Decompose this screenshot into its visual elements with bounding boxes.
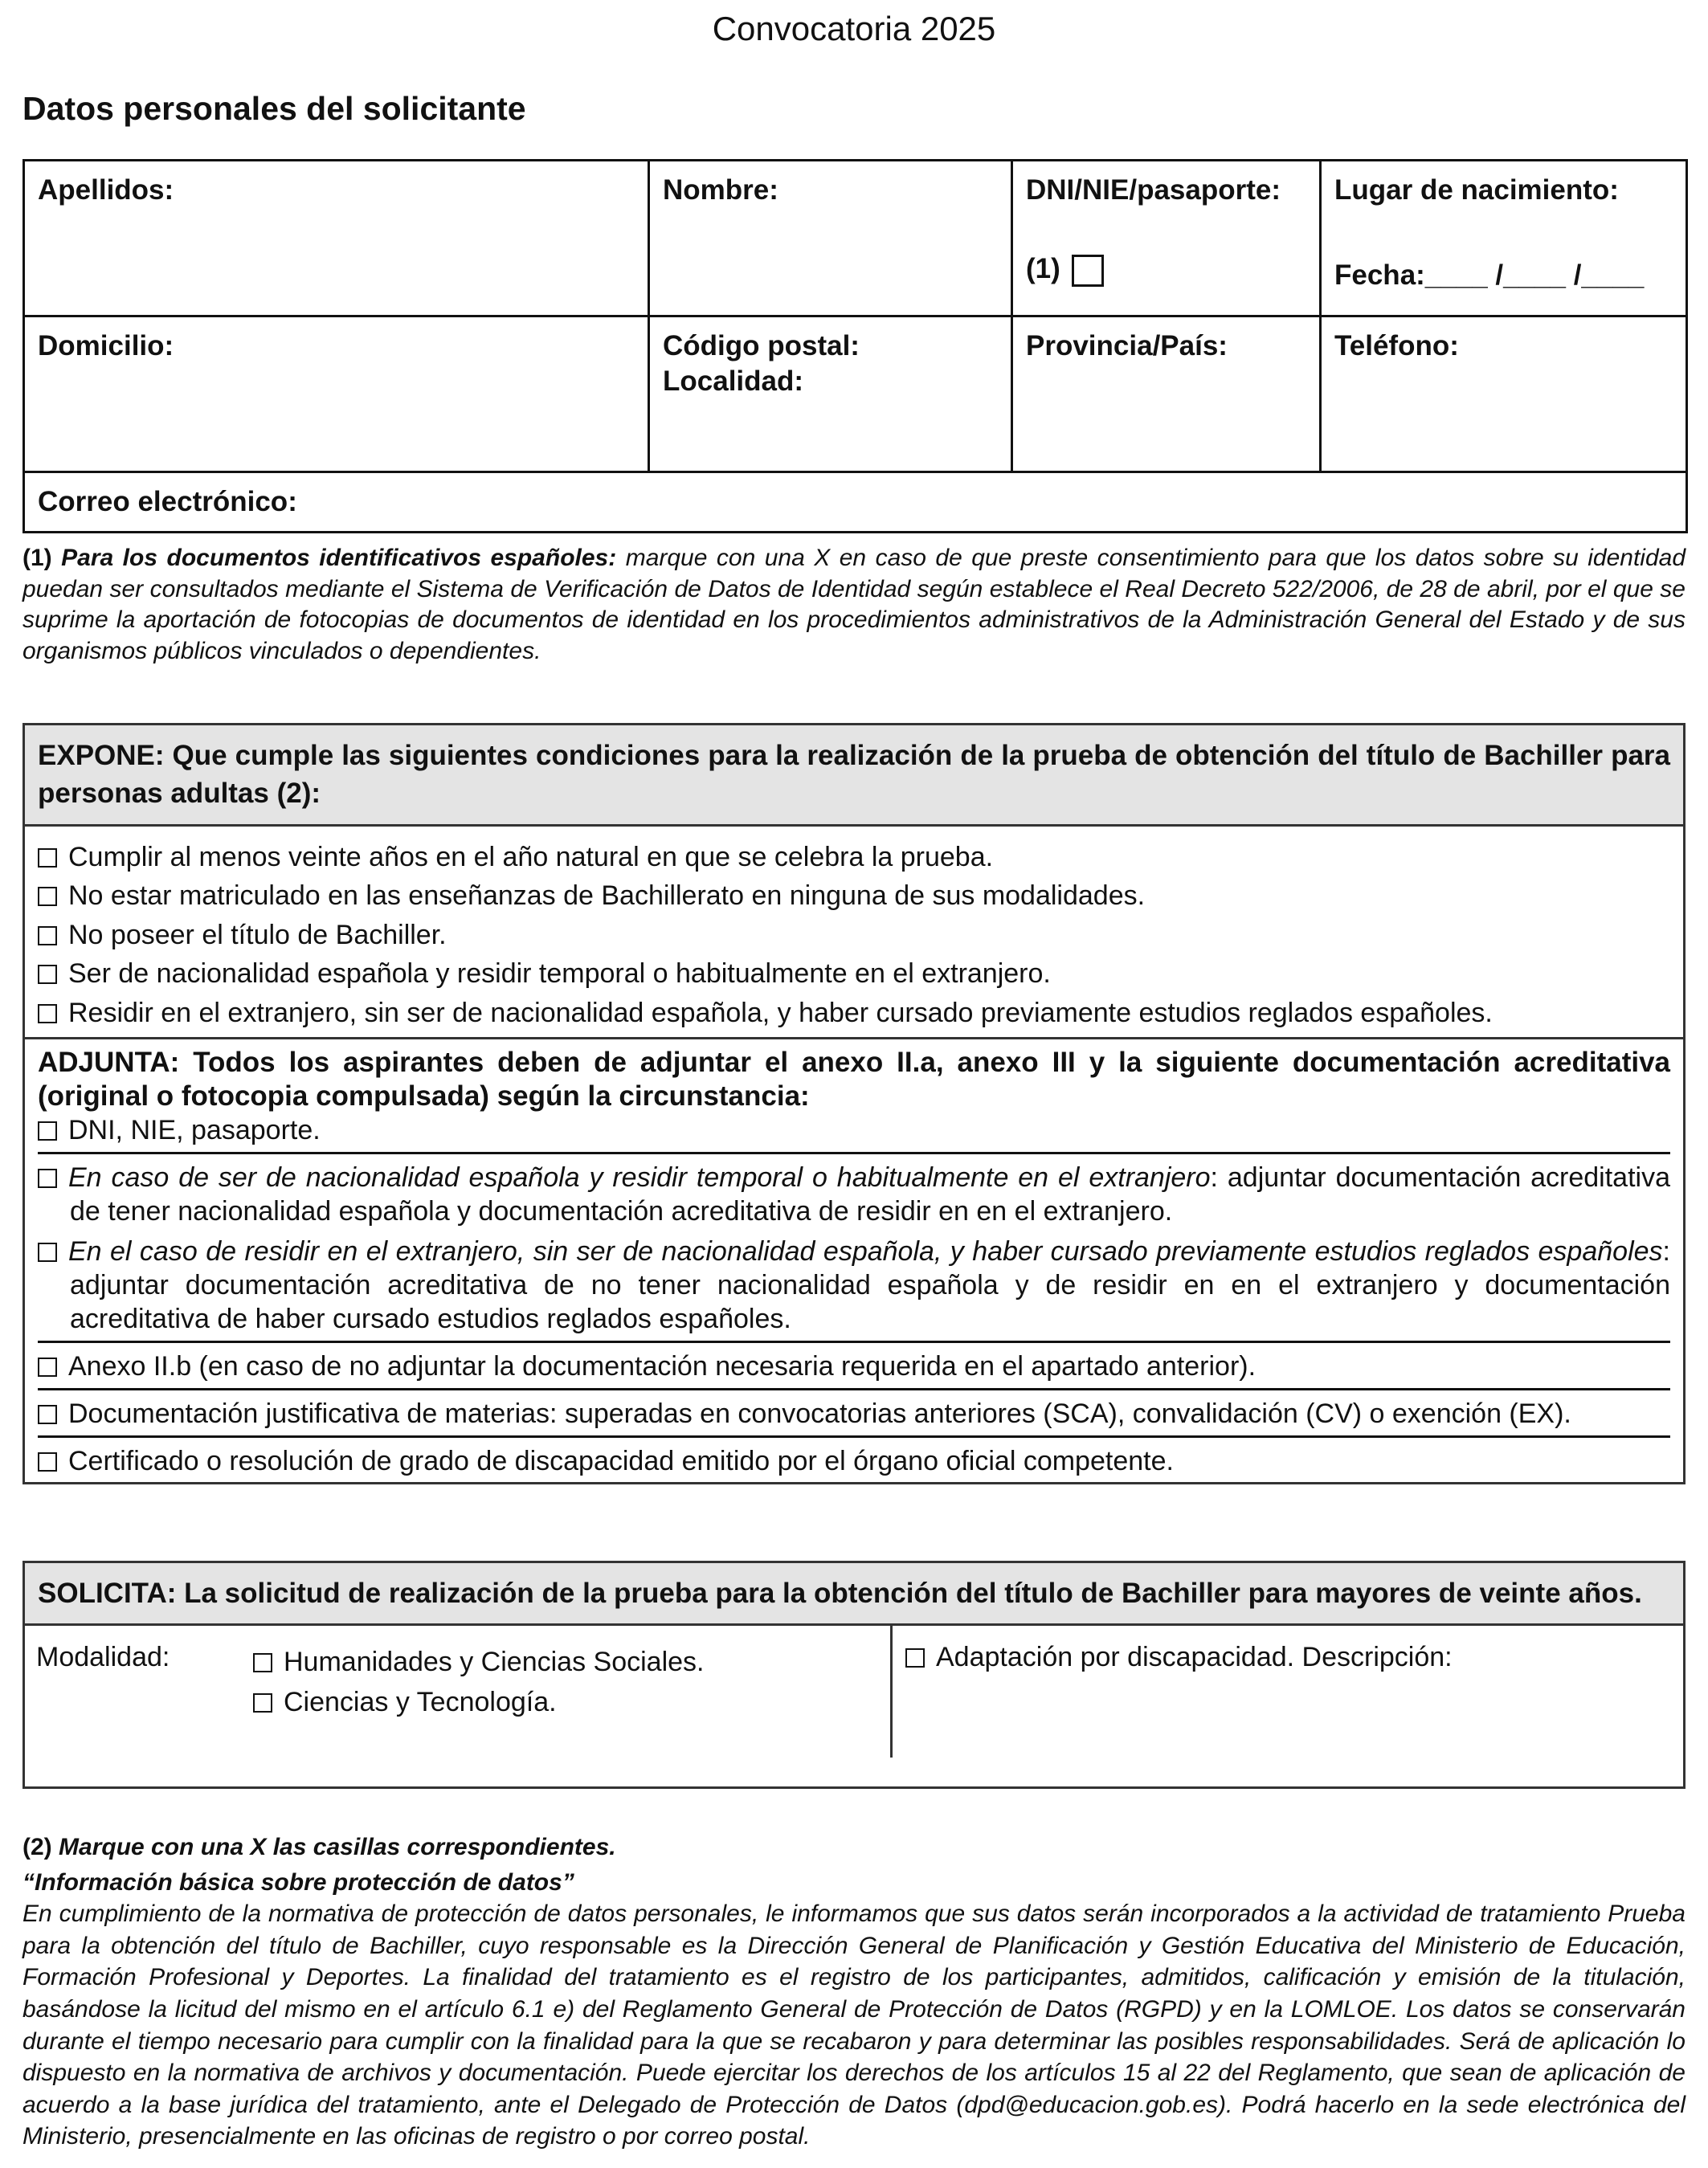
list-item bbox=[38, 954, 1670, 994]
correo-field[interactable] bbox=[24, 472, 1687, 533]
checkbox[interactable] bbox=[253, 1653, 272, 1672]
adjunta-anexo-label: Anexo II.b (en caso de no adjuntar la documentación necesaria requerida en el apartado anterior). bbox=[68, 1350, 1256, 1382]
expone-box bbox=[22, 723, 1686, 1484]
list-item-label: Ser de nacionalidad española y residir temporal o habitualmente en el extranjero. bbox=[68, 958, 1051, 989]
correo-label: Correo electrónico: bbox=[38, 486, 297, 517]
dni-label: DNI/NIE/pasaporte: bbox=[1026, 174, 1281, 206]
list-item bbox=[38, 838, 1670, 877]
cp-label: Código postal: bbox=[663, 330, 860, 361]
list-item bbox=[38, 916, 1670, 955]
divider bbox=[38, 1388, 1670, 1390]
list-item bbox=[38, 876, 1670, 916]
modalidad-cell bbox=[25, 1626, 893, 1758]
nombre-label: Nombre: bbox=[663, 174, 778, 206]
note-2-text: Marque con una X las casillas correspondientes. bbox=[59, 1834, 616, 1860]
modalidad-option-ciencias bbox=[253, 1682, 704, 1722]
checkbox[interactable] bbox=[38, 1243, 57, 1262]
list-item-label: Residir en el extranjero, sin ser de nacionalidad española, y haber cursado previamente estudios reglados españoles. bbox=[68, 997, 1493, 1028]
fecha-label: Fecha:____ /____ /____ bbox=[1334, 259, 1645, 291]
dni-consent-checkbox[interactable] bbox=[1072, 255, 1104, 287]
checkbox[interactable] bbox=[38, 926, 57, 945]
note-1-lead: Para los documentos identificativos españoles: bbox=[61, 545, 617, 571]
checkbox[interactable] bbox=[38, 1452, 57, 1472]
divider bbox=[38, 1435, 1670, 1438]
checkbox[interactable] bbox=[905, 1648, 925, 1668]
divider bbox=[38, 1341, 1670, 1343]
adjunta-materias bbox=[38, 1397, 1670, 1431]
adjunta-dni bbox=[38, 1113, 1670, 1147]
nombre-field[interactable] bbox=[649, 161, 1012, 316]
adjunta-certificado bbox=[38, 1444, 1670, 1478]
data-protection-body: En cumplimiento de la normativa de protección de datos personales, le informamos que sus datos serán incorporados a la actividad de tratamiento Prueba para la obtención del título de Bachiller, cuyo responsable es la Dirección General de Planificación y Gestión Educativa del Ministerio de Educación, Formación Profesional y Deportes. La finalidad del tratamiento es el registro de los participantes, admitidos, calificación y emisión de la titulación, basándose la licitud del mismo en el artículo 6.1 e) del Reglamento General de Protección de Datos (RGPD) y en la LOMLOE. Los datos se conservarán durante el tiempo necesario para cumplir con la finalidad para la que se recabaron y para determinar las posibles responsabilidades. Será de aplicación lo dispuesto en la normativa de archivos y documentación. Puede ejercitar los derechos de los artículos 15 al 22 del Reglamento, que sean de aplicación de acuerdo a la base jurídica del tratamiento, ante el Delegado de Protección de Datos (dpd@educacion.gob.es). Podrá hacerlo en la sede electrónica del Ministerio, presencialmente en las oficinas de registro o por correo postal. bbox=[22, 1901, 1686, 2150]
personal-data-table bbox=[22, 159, 1688, 533]
adjunta-anexo bbox=[38, 1349, 1670, 1383]
adjunta-dni-label: DNI, NIE, pasaporte. bbox=[68, 1114, 321, 1145]
adjunta-materias-label: Documentación justificativa de materias: superadas en convocatorias anteriores (SCA), convalidación (CV) o exención (EX). bbox=[68, 1398, 1571, 1429]
cp-field[interactable] bbox=[649, 316, 1012, 472]
list-item-label: No estar matriculado en las enseñanzas de Bachillerato en ninguna de sus modalidades. bbox=[68, 880, 1146, 911]
adjunta-nacionalidad bbox=[38, 1161, 1670, 1228]
domicilio-field[interactable] bbox=[24, 316, 649, 472]
section-title: Datos personales del solicitante bbox=[22, 90, 526, 127]
telefono-label: Teléfono: bbox=[1334, 330, 1459, 361]
data-protection-title: “Información básica sobre protección de datos” bbox=[22, 1868, 574, 1896]
note-2 bbox=[22, 1831, 1686, 2153]
note-2-number: (2) bbox=[22, 1834, 52, 1860]
solicita-box bbox=[22, 1561, 1686, 1789]
modalidad-option-label: Ciencias y Tecnología. bbox=[284, 1687, 557, 1718]
solicita-heading: SOLICITA: La solicitud de realización de la prueba para la obtención del título de Bachiller para mayores de veinte años. bbox=[25, 1563, 1683, 1626]
lugar-field[interactable] bbox=[1321, 161, 1687, 316]
dni-field bbox=[1012, 161, 1321, 316]
dni-note-mark: (1) bbox=[1026, 252, 1060, 284]
adaptacion-label: Adaptación por discapacidad. Descripción: bbox=[936, 1642, 1453, 1673]
divider bbox=[38, 1152, 1670, 1154]
domicilio-label: Domicilio: bbox=[38, 330, 174, 361]
checkbox[interactable] bbox=[38, 965, 57, 984]
modalidad-option-humanidades bbox=[253, 1642, 704, 1682]
list-item-label: No poseer el título de Bachiller. bbox=[68, 919, 447, 950]
checkbox[interactable] bbox=[38, 848, 57, 868]
list-item-label: Cumplir al menos veinte años en el año natural en que se celebra la prueba. bbox=[68, 841, 994, 872]
modalidad-option-label: Humanidades y Ciencias Sociales. bbox=[284, 1647, 705, 1678]
adjunta-ext-italic: En el caso de residir en el extranjero, sin ser de nacionalidad española, y haber cursado previamente estudios reglados españoles bbox=[68, 1235, 1663, 1267]
modalidad-label: Modalidad: bbox=[36, 1642, 170, 1673]
provincia-label: Provincia/País: bbox=[1026, 330, 1228, 361]
checkbox[interactable] bbox=[253, 1693, 272, 1713]
adjunta-certificado-label: Certificado o resolución de grado de discapacidad emitido por el órgano oficial competente. bbox=[68, 1445, 1174, 1476]
checkbox[interactable] bbox=[38, 1004, 57, 1023]
checkbox[interactable] bbox=[38, 1121, 57, 1141]
list-item bbox=[38, 994, 1670, 1033]
adjunta-extranjero bbox=[38, 1235, 1670, 1336]
expone-list bbox=[25, 827, 1683, 1039]
note-1 bbox=[22, 543, 1686, 668]
checkbox[interactable] bbox=[38, 1405, 57, 1424]
adjunta-ext-text: : adjuntar documentación acreditativa de no tener nacionalidad española y de residir en en el extranjero y documentación acreditativa de haber cursado estudios reglados españoles. bbox=[70, 1235, 1670, 1334]
note-1-text: marque con una X en caso de que preste consentimiento para que los datos sobre su identidad puedan ser consultados mediante el Sistema de Verificación de Datos de Identidad según establece el Real Decreto 522/2006, de 28 de abril, por el que se suprime la aportación de fotocopias de documentos de identidad en los procedimientos administrativos de la Administración General del Estado y de sus organismos públicos vinculados o dependientes. bbox=[22, 545, 1686, 665]
page-title: Convocatoria 2025 bbox=[712, 10, 996, 47]
note-1-number: (1) bbox=[22, 545, 52, 571]
adjunta-nac-text: : adjuntar documentación acreditativa de tener nacionalidad española y documentación acreditativa de residir en en el extranjero. bbox=[70, 1162, 1671, 1227]
adjunta-heading: ADJUNTA: Todos los aspirantes deben de adjuntar el anexo II.a, anexo III y la siguiente documentación acreditativa (original o fotocopia compulsada) según la circunstancia: bbox=[38, 1046, 1670, 1112]
adaptacion-cell[interactable] bbox=[893, 1626, 1683, 1758]
checkbox[interactable] bbox=[38, 887, 57, 906]
checkbox[interactable] bbox=[38, 1169, 57, 1188]
localidad-label: Localidad: bbox=[663, 365, 804, 397]
telefono-field[interactable] bbox=[1321, 316, 1687, 472]
adjunta-section bbox=[25, 1039, 1683, 1478]
apellidos-field[interactable] bbox=[24, 161, 649, 316]
expone-heading: EXPONE: Que cumple las siguientes condiciones para la realización de la prueba de obtención del título de Bachiller para personas adultas (2): bbox=[25, 725, 1683, 827]
checkbox[interactable] bbox=[38, 1358, 57, 1377]
adjunta-nac-italic: En caso de ser de nacionalidad española y residir temporal o habitualmente en el extranjero bbox=[68, 1162, 1211, 1193]
apellidos-label: Apellidos: bbox=[38, 174, 174, 206]
lugar-label: Lugar de nacimiento: bbox=[1334, 174, 1619, 206]
provincia-field[interactable] bbox=[1012, 316, 1321, 472]
